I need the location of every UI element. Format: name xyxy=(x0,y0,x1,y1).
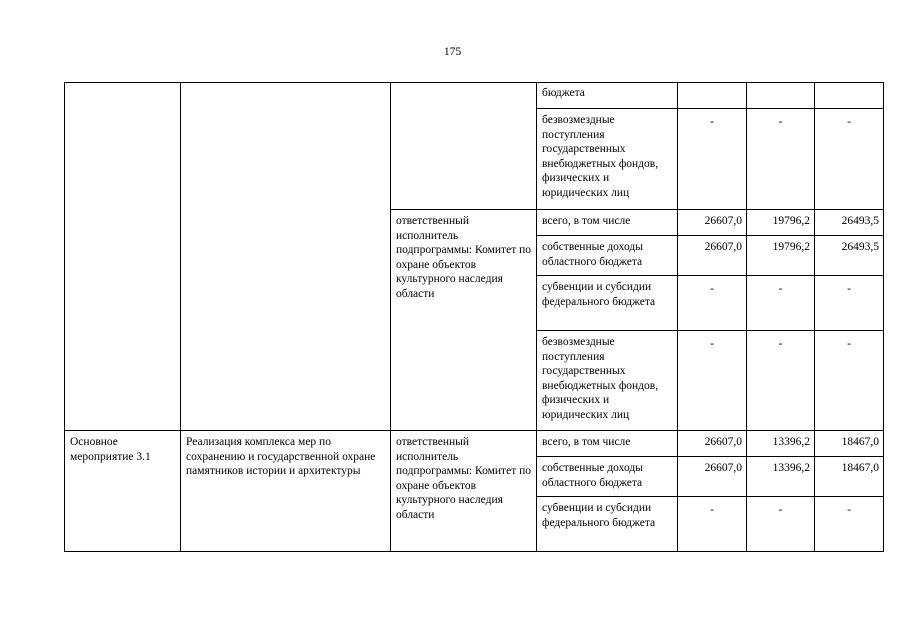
value-cell: 26607,0 xyxy=(678,431,747,457)
value-cell: - xyxy=(747,331,815,431)
funding-source-cell: собственные доходы областного бюджета xyxy=(537,457,678,497)
table-row xyxy=(65,431,884,457)
value-cell: 13396,2 xyxy=(747,431,815,457)
value-cell: - xyxy=(815,109,884,210)
responsible-executor-cell: ответственный исполнитель подпрограммы: Комитет по охране объектов культурного наследия области xyxy=(391,431,537,552)
budget-table xyxy=(64,82,884,552)
value-cell: - xyxy=(747,276,815,331)
funding-source-cell: безвозмездные поступления государственных внебюджетных фондов, физических и юридических лиц xyxy=(537,331,678,431)
value-cell: - xyxy=(678,276,747,331)
funding-source-cell: безвозмездные поступления государственных внебюджетных фондов, физических и юридических лиц xyxy=(537,109,678,210)
value-cell: 26607,0 xyxy=(678,210,747,236)
empty-description-cell xyxy=(181,83,391,431)
value-cell: 26493,5 xyxy=(815,210,884,236)
funding-source-cell: субвенции и субсидии федерального бюджета xyxy=(537,276,678,331)
value-cell: 13396,2 xyxy=(747,457,815,497)
value-cell: - xyxy=(815,497,884,552)
funding-source-cell: всего, в том числе xyxy=(537,431,678,457)
empty-responsible-cell xyxy=(391,83,537,210)
funding-source-cell: собственные доходы областного бюджета xyxy=(537,236,678,276)
value-cell: 19796,2 xyxy=(747,210,815,236)
page-number: 175 xyxy=(443,46,462,58)
funding-source-cell: всего, в том числе xyxy=(537,210,678,236)
funding-source-cell: субвенции и субсидии федерального бюджета xyxy=(537,497,678,552)
value-cell: - xyxy=(747,109,815,210)
value-cell xyxy=(815,83,884,109)
value-cell: 19796,2 xyxy=(747,236,815,276)
value-cell xyxy=(678,83,747,109)
table-row xyxy=(65,83,884,109)
value-cell: - xyxy=(747,497,815,552)
value-cell: - xyxy=(678,109,747,210)
responsible-executor-cell: ответственный исполнитель подпрограммы: Комитет по охране объектов культурного наследия области xyxy=(391,210,537,431)
value-cell: 26607,0 xyxy=(678,236,747,276)
value-cell: 18467,0 xyxy=(815,431,884,457)
value-cell: 18467,0 xyxy=(815,457,884,497)
value-cell: - xyxy=(678,331,747,431)
value-cell: - xyxy=(815,331,884,431)
funding-source-cell: бюджета xyxy=(537,83,678,109)
empty-measure-cell xyxy=(65,83,181,431)
value-cell: - xyxy=(678,497,747,552)
measure-name-cell: Основное мероприятие 3.1 xyxy=(65,431,181,552)
value-cell: 26493,5 xyxy=(815,236,884,276)
value-cell: 26607,0 xyxy=(678,457,747,497)
measure-description-cell: Реализация комплекса мер по сохранению и государственной охране памятников истории и архитектуры xyxy=(181,431,391,552)
value-cell: - xyxy=(815,276,884,331)
value-cell xyxy=(747,83,815,109)
